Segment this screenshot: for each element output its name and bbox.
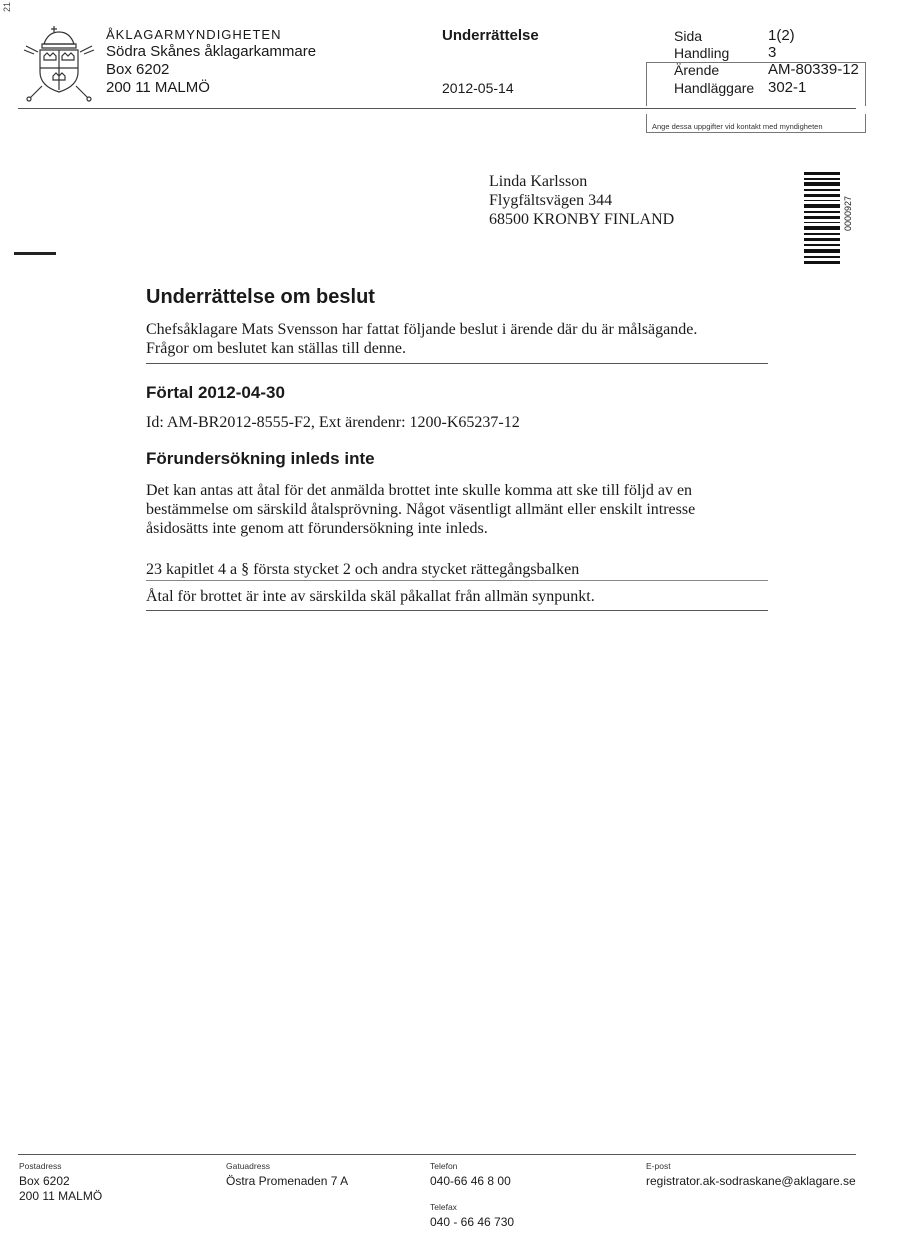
footer-postadress-line1: Box 6202 <box>19 1174 70 1188</box>
intro-line-1: Chefsåklagare Mats Svensson har fattat följande beslut i ärende där du är målsägande. <box>146 321 698 338</box>
meta-handling-value: 3 <box>768 44 777 61</box>
header-divider <box>18 108 856 109</box>
fold-mark <box>14 252 56 255</box>
coat-of-arms-logo <box>20 22 98 102</box>
agency-name: ÅKLAGARMYNDIGHETEN <box>106 27 282 42</box>
meta-sida-label: Sida <box>674 28 703 44</box>
footer-postadress-line2: 200 11 MALMÖ <box>19 1189 103 1203</box>
meta-sida-value: 1(2) <box>768 27 795 44</box>
meta-handlaggare-value: 302-1 <box>768 79 807 96</box>
para1-line-1: Det kan antas att åtal för det anmälda brottet inte skulle komma att ske till följd av en <box>146 482 693 499</box>
recipient-address <box>489 172 674 229</box>
footer-telefax-label: Telefax <box>430 1202 457 1212</box>
footer-gatuadress-label: Gatuadress <box>226 1161 270 1171</box>
section1-id: Id: AM-BR2012-8555-F2, Ext ärendenr: 1200-K65237-12 <box>146 414 520 431</box>
intro-divider <box>146 363 768 364</box>
footer-divider <box>18 1154 856 1155</box>
meta-handlaggare-label: Handläggare <box>674 80 755 96</box>
footer-telefax-value: 040 - 66 46 730 <box>430 1215 515 1229</box>
footer-telefon-value: 040-66 46 8 00 <box>430 1174 511 1188</box>
page-corner-mark: 21 <box>2 2 12 13</box>
agency-box: Box 6202 <box>106 61 170 78</box>
document-date: 2012-05-14 <box>442 80 514 96</box>
recipient-street: Flygfältsvägen 344 <box>489 192 613 209</box>
barcode-number: 0000927 <box>843 196 853 232</box>
document-type: Underrättelse <box>442 27 539 44</box>
contact-note: Ange dessa uppgifter vid kontakt med myndigheten <box>652 122 823 131</box>
agency-office: Södra Skånes åklagarkammare <box>106 43 317 60</box>
para1-line-3: åsidosätts inte genom att förundersökning inte inleds. <box>146 520 488 537</box>
section1-heading: Förtal 2012-04-30 <box>146 383 285 402</box>
intro-line-2: Frågor om beslutet kan ställas till denne. <box>146 340 406 357</box>
barcode <box>804 172 840 264</box>
recipient-name: Linda Karlsson <box>489 173 588 190</box>
conclusion: Åtal för brottet är inte av särskilda skäl påkallat från allmän synpunkt. <box>146 588 595 605</box>
law-reference: 23 kapitlet 4 a § första stycket 2 och andra stycket rättegångsbalken <box>146 561 580 578</box>
agency-postal: 200 11 MALMÖ <box>106 79 210 96</box>
footer-gatuadress-value: Östra Promenaden 7 A <box>226 1174 349 1188</box>
footer-postadress-label: Postadress <box>19 1161 62 1171</box>
recipient-city: 68500 KRONBY FINLAND <box>489 211 675 228</box>
meta-arende-value: AM-80339-12 <box>768 61 859 78</box>
footer-epost-value[interactable]: registrator.ak-sodraskane@aklagare.se <box>646 1174 856 1188</box>
meta-handling-label: Handling <box>674 45 730 61</box>
meta-arende-label: Ärende <box>674 62 720 78</box>
footer-epost-label: E-post <box>646 1161 671 1171</box>
para1-line-2: bestämmelse om särskild åtalsprövning. Något väsentligt allmänt eller enskilt intresse <box>146 501 696 518</box>
section2-heading: Förundersökning inleds inte <box>146 449 375 468</box>
content-end-divider <box>146 610 768 611</box>
page-title: Underrättelse om beslut <box>146 286 375 308</box>
law-divider <box>146 580 768 581</box>
footer-telefon-label: Telefon <box>430 1161 458 1171</box>
